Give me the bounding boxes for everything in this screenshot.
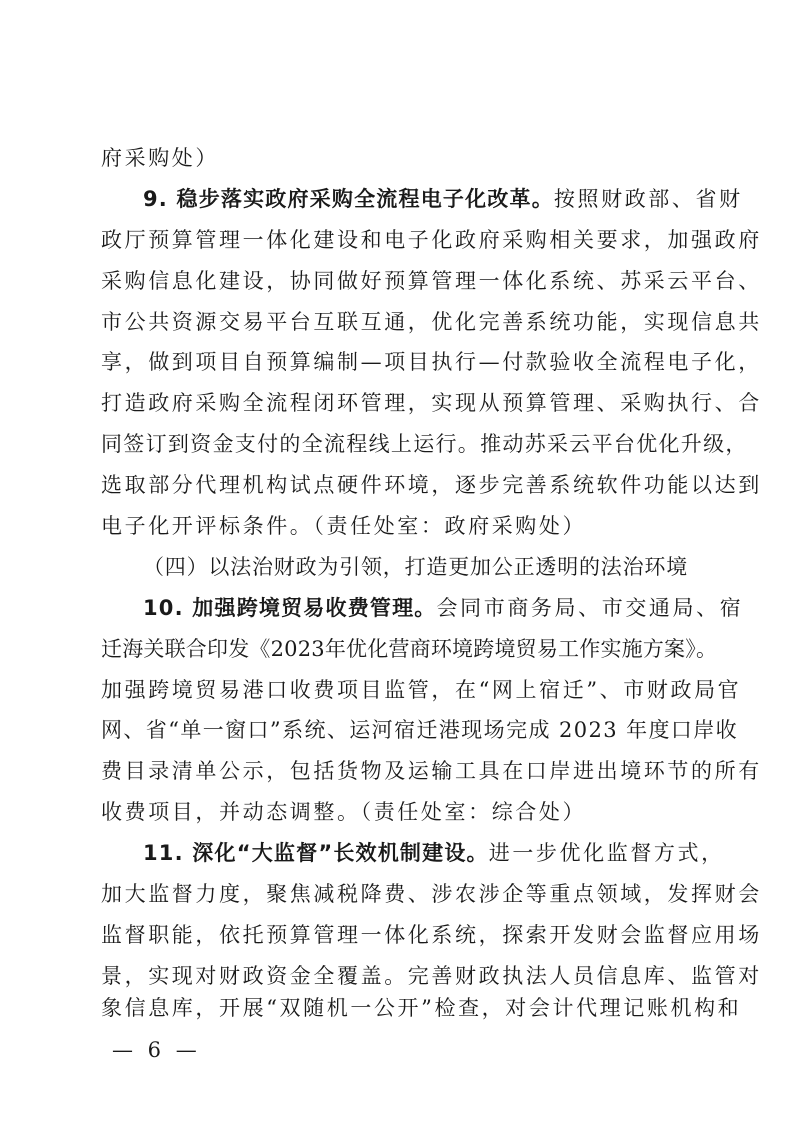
text-line: 打造政府采购全流程闭环管理，实现从预算管理、采购执行、合 <box>101 391 762 415</box>
item-10-heading-line <box>143 596 744 620</box>
item-9-title: 9. 稳步落实政府采购全流程电子化改革。 <box>143 187 554 211</box>
text-line: 监督职能，依托预算管理一体化系统，探索开发财会监督应用场 <box>101 923 762 947</box>
text-line: 加大监督力度，聚焦减税降费、涉农涉企等重点领域，发挥财会 <box>101 882 762 906</box>
text-line: 收费项目，并动态调整。（责任处室：综合处） <box>101 800 587 824</box>
text-line: 同签订到资金支付的全流程线上运行。推动苏采云平台优化升级， <box>101 432 748 456</box>
text-line: 迁海关联合印发《2023年优化营商环境跨境贸易工作实施方案》。 <box>101 637 718 661</box>
text-line: 网、省“单一窗口”系统、运河宿迁港现场完成 2023 年度口岸收 <box>101 718 739 742</box>
item-11-text: 进一步优化监督方式， <box>488 841 725 865</box>
item-11-heading-line <box>143 841 725 865</box>
item-9-text: 按照财政部、省财 <box>553 187 743 211</box>
text-line: 享，做到项目自预算编制—项目执行—付款验收全流程电子化， <box>101 350 762 374</box>
item-9-heading-line <box>143 187 743 211</box>
text-line: 政厅预算管理一体化建设和电子化政府采购相关要求，加强政府 <box>101 228 762 252</box>
section-heading: （四）以法治财政为引领，打造更加公正透明的法治环境 <box>143 555 688 579</box>
text-line: 电子化开评标条件。（责任处室：政府采购处） <box>101 514 587 538</box>
text-line: 府采购处） <box>101 146 219 170</box>
text-line: 采购信息化建设，协同做好预算管理一体化系统、苏采云平台、 <box>101 269 762 293</box>
text-line: 选取部分代理机构试点硬件环境，逐步完善系统软件功能以达到 <box>101 473 762 497</box>
item-10-title: 10. 加强跨境贸易收费管理。 <box>143 596 437 620</box>
text-line: 加强跨境贸易港口收费项目监管，在“网上宿迁”、市财政局官 <box>101 678 742 702</box>
text-line: 象信息库，开展“双随机一公开”检查，对会计代理记账机构和 <box>101 996 742 1020</box>
text-line: 费目录清单公示，包括货物及运输工具在口岸进出境环节的所有 <box>101 759 762 783</box>
item-10-text: 会同市商务局、市交通局、宿 <box>436 596 744 620</box>
text-line: 景，实现对财政资金全覆盖。完善财政执法人员信息库、监管对 <box>101 964 762 988</box>
item-11-title: 11. 深化“大监督”长效机制建设。 <box>143 841 489 865</box>
text-line: 市公共资源交易平台互联互通，优化完善系统功能，实现信息共 <box>101 310 762 334</box>
page-number: — 6 — <box>112 1038 201 1062</box>
